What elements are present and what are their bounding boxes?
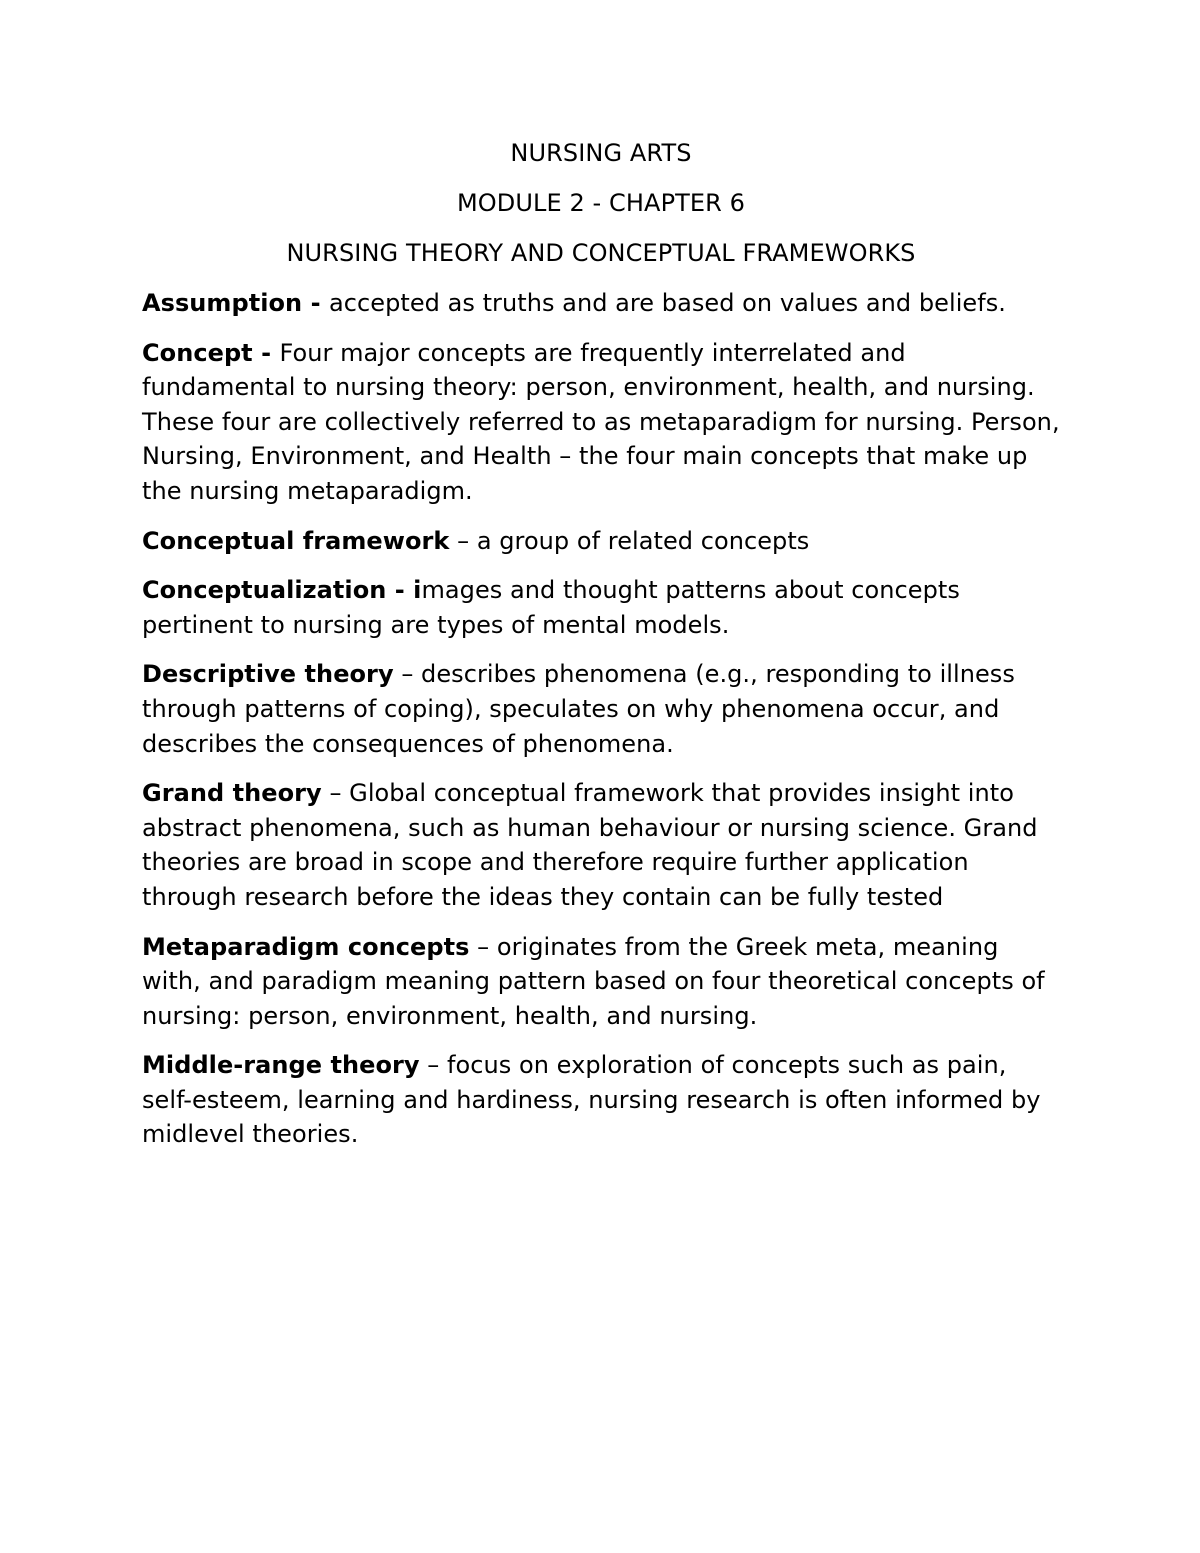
entry-definition: – focus on exploration of concepts such as pain, self-esteem, learning and hardiness, nursing research is often informed by midlevel theories. [142, 1051, 1041, 1149]
section-title: NURSING THEORY AND CONCEPTUAL FRAMEWORKS [286, 239, 916, 267]
entry-descriptive-theory [142, 657, 1060, 761]
entry-metaparadigm-concepts [142, 930, 1060, 1034]
entry-term: Grand theory [142, 779, 322, 808]
entry-definition: accepted as truths and are based on values and beliefs. [329, 289, 1006, 317]
entry-definition: mages and thought patterns about concepts pertinent to nursing are types of mental models. [142, 576, 960, 639]
entry-term: Conceptual framework [142, 526, 450, 555]
document-body [142, 136, 1060, 1167]
entry-term: Metaparadigm concepts [142, 932, 470, 961]
entry-conceptual-framework [142, 524, 1060, 559]
entry-assumption [142, 286, 1060, 321]
entry-definition: – Global conceptual framework that provides insight into abstract phenomena, such as human behaviour or nursing science. Grand theories are broad in scope and therefore require further application through research before the ideas they contain can be fully tested [142, 779, 1038, 911]
entry-definition: – a group of related concepts [449, 526, 810, 555]
entry-term: Assumption - [142, 289, 330, 317]
entry-term: Concept - [142, 338, 280, 367]
entry-term: Descriptive theory [142, 660, 394, 689]
entry-term: Conceptualization - i [142, 576, 422, 605]
document-subtitle: MODULE 2 - CHAPTER 6 [456, 189, 746, 217]
entry-concept [142, 336, 1060, 509]
entry-grand-theory [142, 776, 1060, 914]
document-title: NURSING ARTS [510, 139, 692, 167]
entry-definition: – describes phenomena (e.g., responding to illness through patterns of coping), speculates on why phenomena occur, and describes the consequences of phenomena. [142, 660, 1015, 758]
entry-term: Middle-range theory [142, 1051, 420, 1080]
entry-conceptualization [142, 573, 1060, 642]
entry-middle-range-theory [142, 1048, 1060, 1152]
entry-definition: Four major concepts are frequently interrelated and fundamental to nursing theory: person, environment, health, and nursing. These four are collectively referred to as metaparadigm for nursing. Person, Nursing, Environment, and Health – the four main concepts that make up the nursing metaparadigm. [142, 338, 1060, 505]
entry-definition: – originates from the Greek meta, meaning with, and paradigm meaning pattern based on four theoretical concepts of nursing: person, environment, health, and nursing. [142, 932, 1045, 1030]
